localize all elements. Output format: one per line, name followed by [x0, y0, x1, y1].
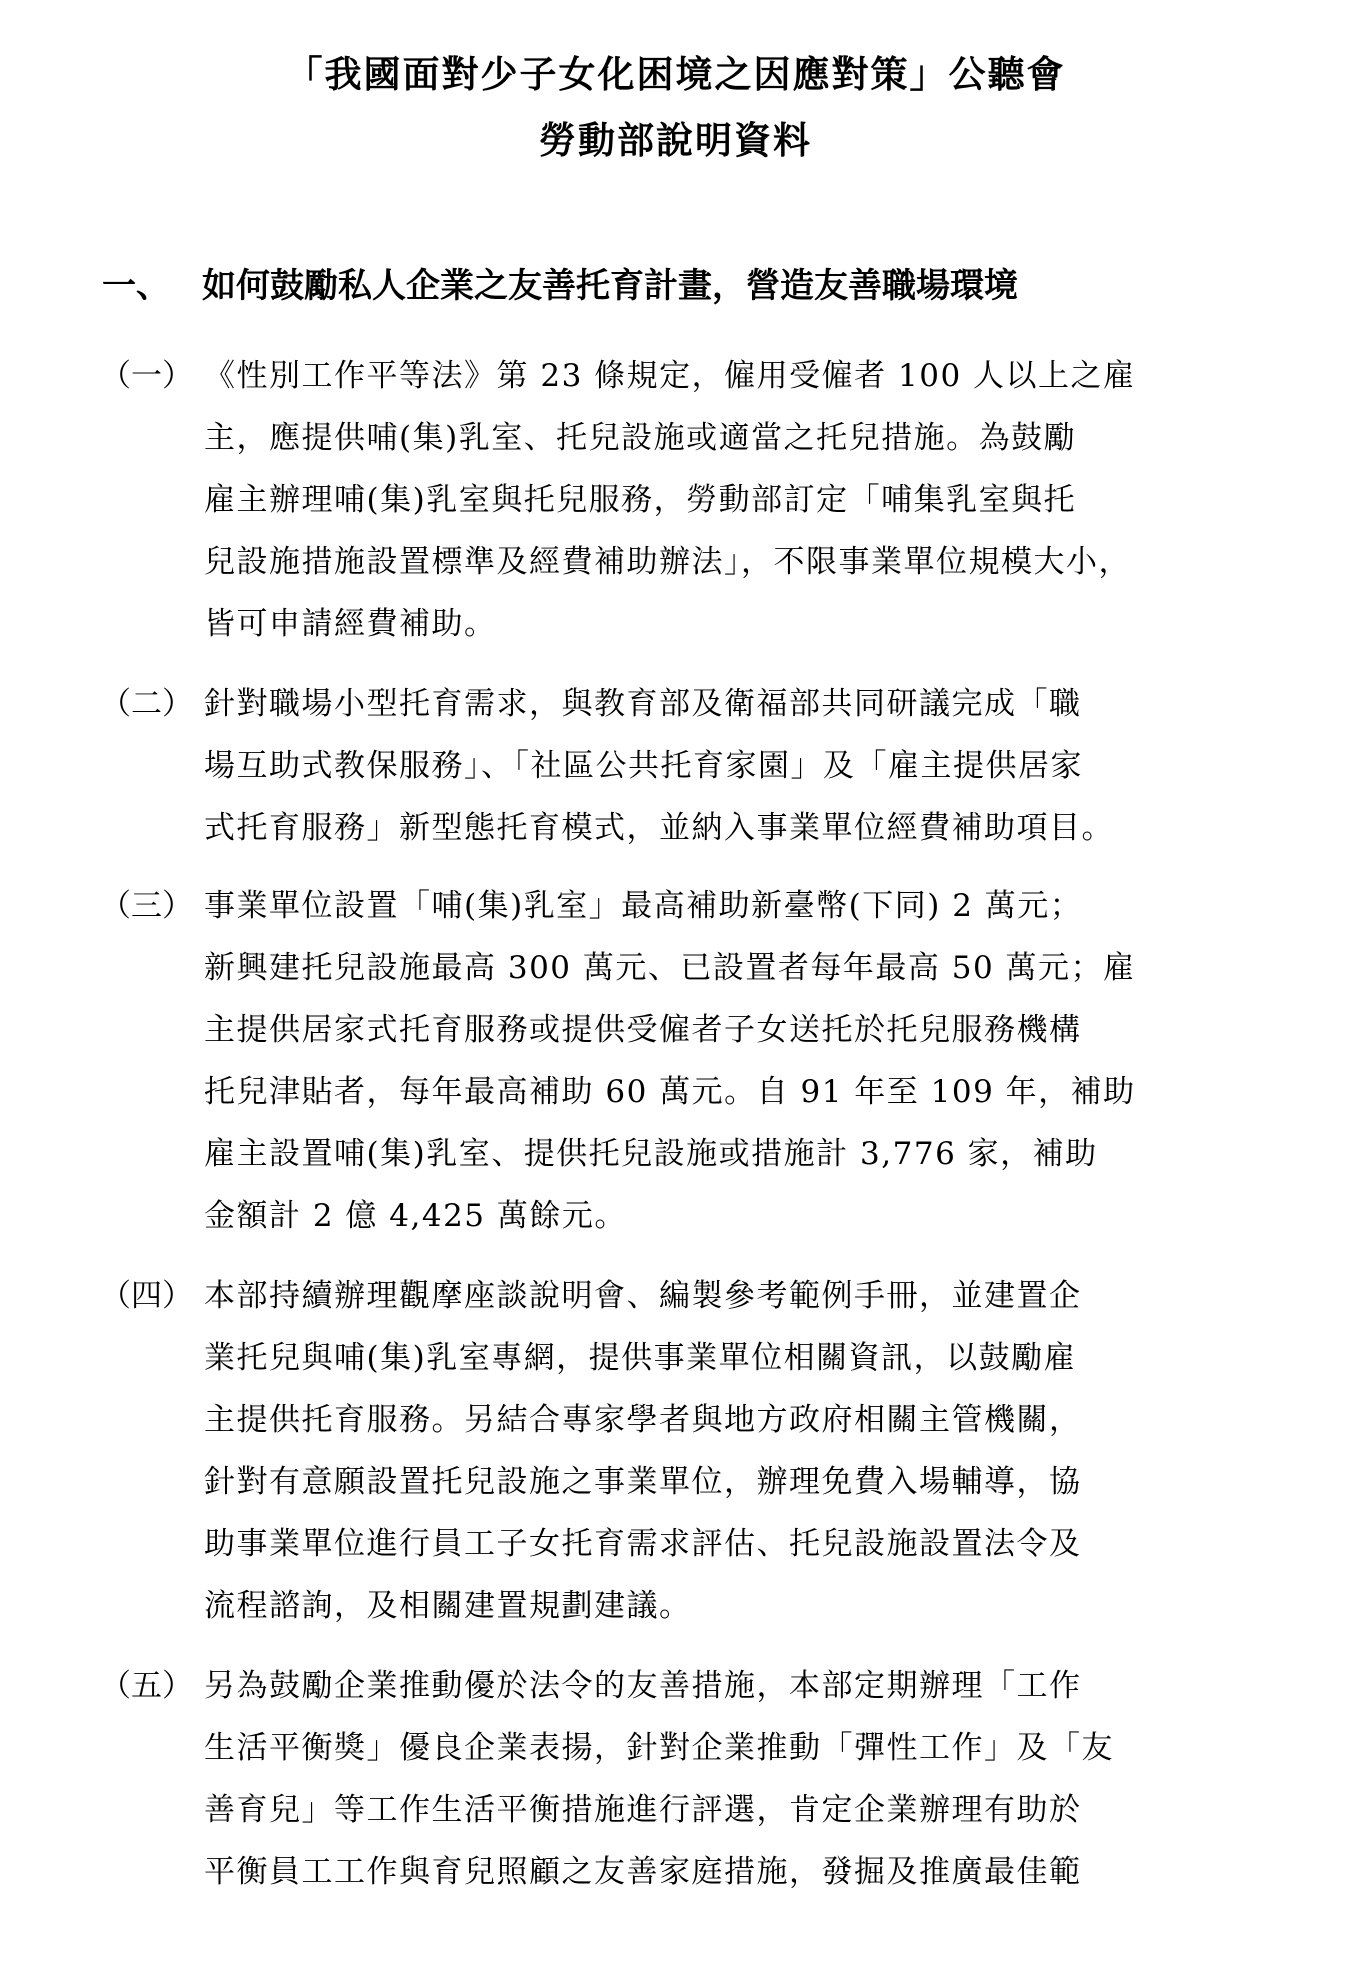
paragraph-line: 雇主設置哺(集)乳室、提供托兒設施或措施計 3,776 家，補助	[204, 1136, 1098, 1172]
paragraph-line: 主提供居家式托育服務或提供受僱者子女送托於托兒服務機構	[204, 1012, 1082, 1048]
paragraph-line: 雇主辦理哺(集)乳室與托兒服務，勞動部訂定「哺集乳室與托	[204, 482, 1077, 518]
item-body	[204, 348, 1260, 658]
paragraph-line: 兒設施措施設置標準及經費補助辦法」，不限事業單位規模大小，	[204, 544, 1131, 580]
paragraph-line: 針對有意願設置托兒設施之事業單位，辦理免費入場輔導，協	[204, 1464, 1082, 1500]
paragraph-line: 新興建托兒設施最高 300 萬元、已設置者每年最高 50 萬元；雇	[204, 950, 1136, 986]
paragraph-line: 生活平衡獎」優良企業表揚，針對企業推動「彈性工作」及「友	[204, 1730, 1114, 1766]
paragraph-line: 《性別工作平等法》第 23 條規定，僱用受僱者 100 人以上之雇	[204, 358, 1136, 394]
paragraph-line: 場互助式教保服務」、「社區公共托育家園」及「雇主提供居家	[204, 748, 1083, 784]
list-item	[100, 878, 1260, 1250]
section-heading	[102, 262, 1018, 310]
list-item	[100, 1268, 1260, 1640]
item-label: （四）	[100, 1278, 193, 1314]
item-label: （三）	[100, 888, 193, 924]
item-label: （二）	[100, 686, 193, 722]
paragraph-line: 事業單位設置「哺(集)乳室」最高補助新臺幣(下同) 2 萬元；	[204, 888, 1083, 924]
section-heading-text: 如何鼓勵私人企業之友善托育計畫，營造友善職場環境	[202, 266, 1018, 306]
paragraph-line: 式托育服務」新型態托育模式，並納入事業單位經費補助項目。	[204, 810, 1114, 846]
item-label: （五）	[100, 1668, 193, 1704]
paragraph-line: 業托兒與哺(集)乳室專網，提供事業單位相關資訊，以鼓勵雇	[204, 1340, 1077, 1376]
paragraph-line: 托兒津貼者，每年最高補助 60 萬元。自 91 年至 109 年，補助	[204, 1074, 1136, 1110]
list-item	[100, 1658, 1260, 1906]
item-body	[204, 676, 1260, 862]
item-body	[204, 1268, 1260, 1640]
paragraph-line: 皆可申請經費補助。	[204, 606, 497, 642]
paragraph-line: 主，應提供哺(集)乳室、托兒設施或適當之托兒措施。為鼓勵	[204, 420, 1077, 456]
list-item	[100, 348, 1260, 658]
item-body	[204, 1658, 1260, 1906]
paragraph-line: 針對職場小型托育需求，與教育部及衛福部共同研議完成「職	[204, 686, 1082, 722]
paragraph-line: 另為鼓勵企業推動優於法令的友善措施，本部定期辦理「工作	[204, 1668, 1082, 1704]
paragraph-line: 主提供托育服務。另結合專家學者與地方政府相關主管機關，	[204, 1402, 1082, 1438]
document-subtitle: 勞動部說明資料	[539, 118, 812, 162]
item-body	[204, 878, 1260, 1250]
paragraph-line: 本部持續辦理觀摩座談說明會、編製參考範例手冊，並建置企	[204, 1278, 1082, 1314]
list-item	[100, 676, 1260, 862]
section-number: 一、	[102, 266, 170, 306]
paragraph-line: 平衡員工工作與育兒照顧之友善家庭措施，發掘及推廣最佳範	[204, 1854, 1082, 1890]
document-title: 「我國面對少子女化困境之因應對策」公聽會	[285, 52, 1066, 96]
paragraph-line: 助事業單位進行員工子女托育需求評估、托兒設施設置法令及	[204, 1526, 1082, 1562]
item-label: （一）	[100, 358, 193, 394]
paragraph-line: 金額計 2 億 4,425 萬餘元。	[204, 1198, 627, 1234]
paragraph-line: 流程諮詢，及相關建置規劃建議。	[204, 1588, 692, 1624]
paragraph-line: 善育兒」等工作生活平衡措施進行評選，肯定企業辦理有助於	[204, 1792, 1082, 1828]
